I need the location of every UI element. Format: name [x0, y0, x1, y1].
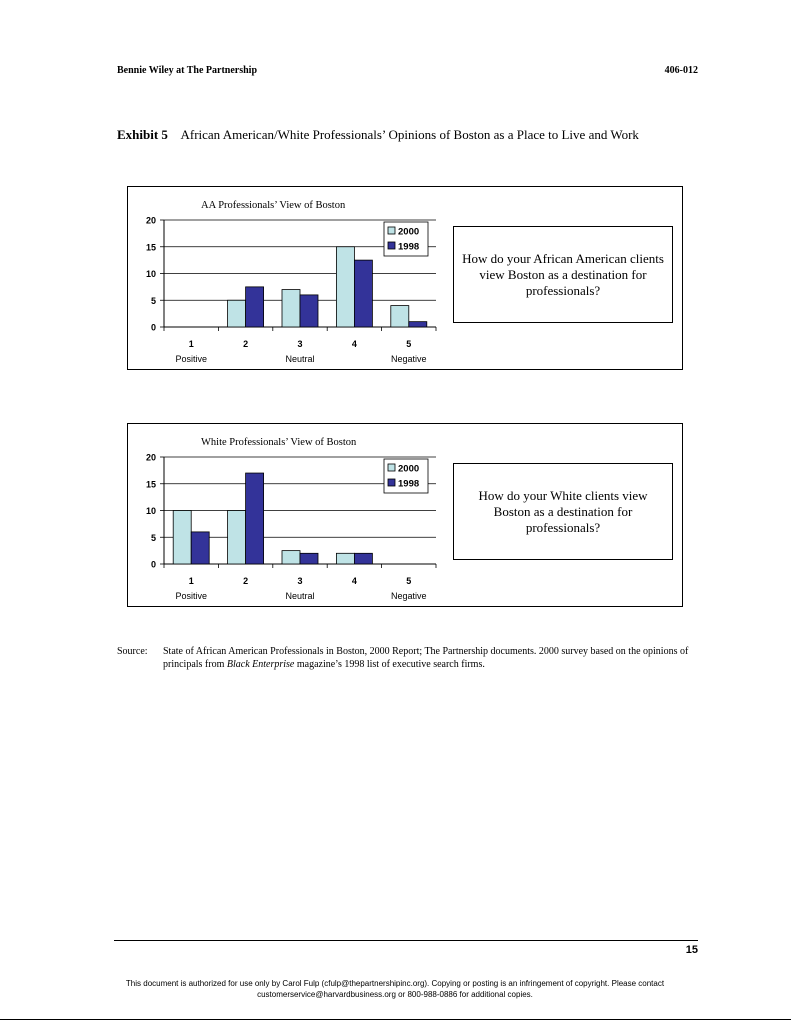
legend-swatch-1998 — [388, 242, 395, 249]
y-tick-label: 15 — [145, 479, 156, 490]
bar-1998 — [300, 553, 318, 564]
bar-2000 — [336, 553, 354, 564]
bar-2000 — [282, 551, 300, 564]
legend-label: 2000 — [398, 226, 420, 238]
bar-1998 — [354, 553, 372, 564]
legend-label: 1998 — [398, 241, 420, 253]
y-tick-label: 20 — [145, 452, 156, 463]
x-sublabel: Neutral — [285, 591, 315, 601]
chart-title: White Professionals’ View of Boston — [201, 437, 357, 448]
y-tick-label: 10 — [145, 506, 156, 516]
chart-panel-white — [127, 423, 683, 607]
exhibit-title: African American/White Professionals’ Opinions of Boston as a Place to Live and Work — [180, 127, 639, 142]
bar-1998 — [246, 473, 264, 564]
source-label: Source: — [117, 646, 148, 657]
bar-2000 — [228, 300, 246, 327]
legend-swatch-2000 — [388, 464, 395, 471]
legend-swatch-1998 — [388, 479, 395, 486]
footer-line: This document is authorized for use only by Carol Fulp (cfulp@thepartnershipinc.org). Copying or posting is an infringement of copyright. Please contact — [125, 979, 665, 988]
page-bottom-edge — [0, 1019, 791, 1020]
legend-label: 2000 — [398, 463, 420, 475]
bar-2000 — [173, 511, 191, 565]
bar-2000 — [282, 290, 300, 327]
page-number: 15 — [685, 944, 698, 956]
x-sublabel: Negative — [391, 591, 427, 601]
source-text-part: State of African American Professionals in Boston, 2000 Report; The Partnership documents. 2000 survey based on the opinions of principals from — [163, 646, 689, 670]
legend-label: 1998 — [398, 478, 420, 490]
chart-title: AA Professionals’ View of Boston — [201, 200, 346, 211]
source-text-part: magazine’s 1998 list of executive search firms. — [294, 659, 485, 670]
footer-rule — [114, 940, 698, 941]
y-tick-label: 0 — [150, 559, 156, 570]
question-box-aa: How do your African American clients view Boston as a destination for professionals? — [453, 226, 673, 323]
bar-1998 — [246, 287, 264, 327]
bar-2000 — [391, 306, 409, 327]
x-sublabel: Positive — [175, 354, 207, 364]
y-tick-label: 5 — [150, 295, 156, 306]
source-publication: Black Enterprise — [226, 659, 295, 670]
chart-panel-aa — [127, 186, 683, 370]
bar-1998 — [409, 322, 427, 327]
x-tick-label: 1 — [188, 339, 194, 349]
x-tick-label: 2 — [243, 339, 249, 349]
x-tick-label: 4 — [351, 339, 357, 349]
copyright-footer — [80, 978, 710, 1000]
bar-2000 — [228, 511, 246, 565]
source-note — [117, 645, 699, 671]
running-header-title: Bennie Wiley at The Partnership — [117, 65, 258, 76]
y-tick-label: 20 — [145, 215, 156, 226]
source-text — [163, 645, 699, 671]
bar-2000 — [336, 247, 354, 327]
x-sublabel: Negative — [391, 354, 427, 364]
x-tick-label: 5 — [406, 339, 412, 349]
exhibit-heading — [117, 127, 639, 143]
y-tick-label: 5 — [150, 532, 156, 543]
x-tick-label: 3 — [297, 339, 303, 349]
white-professionals-chart — [128, 424, 448, 608]
x-tick-label: 4 — [351, 576, 357, 586]
x-sublabel: Positive — [175, 591, 207, 601]
y-tick-label: 10 — [145, 269, 156, 279]
x-tick-label: 5 — [406, 576, 412, 586]
x-sublabel: Neutral — [285, 354, 315, 364]
bar-1998 — [354, 260, 372, 327]
bar-1998 — [300, 295, 318, 327]
x-tick-label: 2 — [243, 576, 249, 586]
exhibit-number: Exhibit 5 — [117, 127, 168, 142]
document-number: 406-012 — [664, 65, 698, 76]
question-box-white: How do your White clients view Boston as a destination for professionals? — [453, 463, 673, 560]
x-tick-label: 3 — [297, 576, 303, 586]
x-tick-label: 1 — [188, 576, 194, 586]
aa-professionals-chart — [128, 187, 448, 371]
y-tick-label: 15 — [145, 242, 156, 253]
y-tick-label: 0 — [150, 322, 156, 333]
legend-swatch-2000 — [388, 227, 395, 234]
bar-1998 — [191, 532, 209, 564]
footer-line: customerservice@harvardbusiness.org or 800-988-0886 for additional copies. — [257, 990, 533, 999]
